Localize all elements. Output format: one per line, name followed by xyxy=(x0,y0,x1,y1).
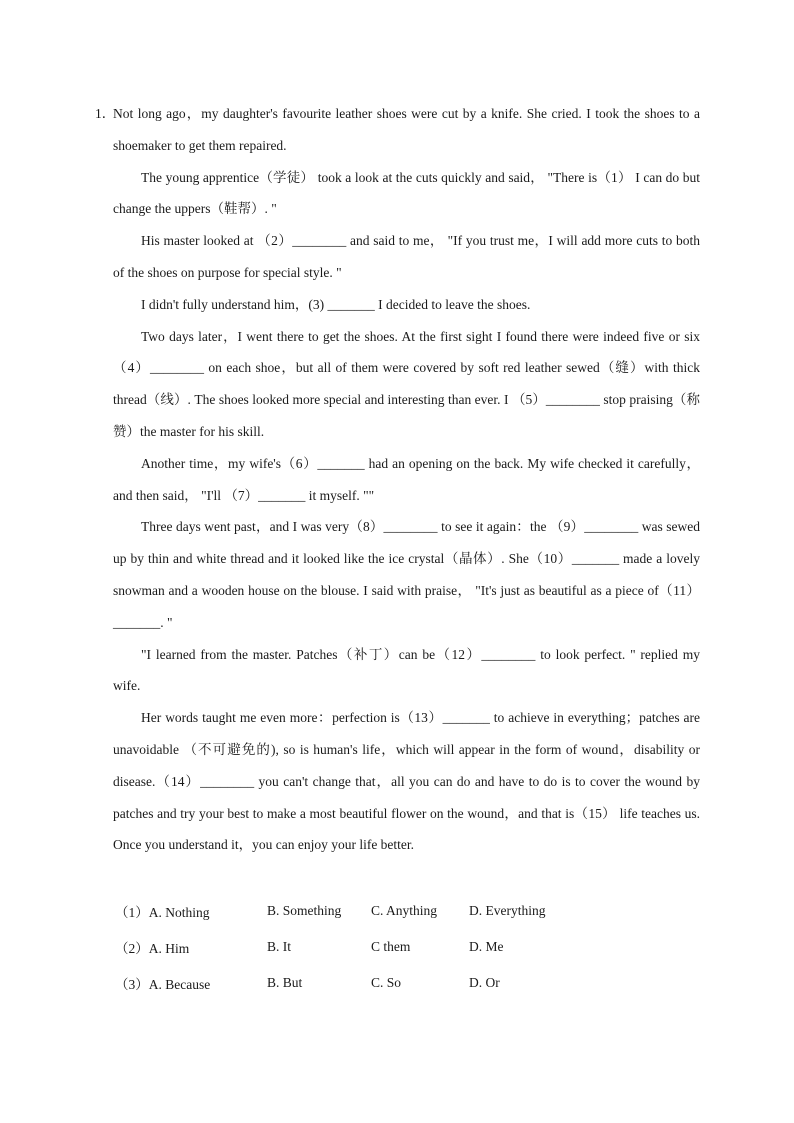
option-c: C. Anything xyxy=(371,903,438,918)
passage-paragraph: The young apprentice（学徒） took a look at the cuts quickly and said， "There is（1） I can do but change the uppers（鞋帮）. " xyxy=(113,169,700,217)
passage-paragraph: "I learned from the master. Patches（补丁）can be（12）________ to look perfect. " replied my wife. xyxy=(113,646,700,694)
passage-paragraph: Two days later，I went there to get the shoes. At the first sight I found there were indeed five or six （4）________ on each shoe，but all of them were covered by soft red leather sewed（缝）with thick thread（线）. The shoes looked more special and interesting than ever. I （5）________ stop praising（称赞）the master for his skill. xyxy=(113,328,700,439)
option-row xyxy=(115,965,635,1001)
option-d: D. Or xyxy=(469,975,500,990)
option-c: C. So xyxy=(371,975,402,990)
option-b: B. But xyxy=(267,975,303,990)
option-b: B. It xyxy=(267,939,292,954)
passage-paragraph: Her words taught me even more：perfection is（13）_______ to achieve in everything；patches are unavoidable （不可避免的), so is human's life，which will appear in the form of wound，disability or disease.（14）________ you can't change that，all you can do and have to do is to cover the wound by patches and try your best to make a most beautiful flower on the wound，and that is（15） life teaches us. Once you understand it，you can enjoy your life better. xyxy=(113,710,700,853)
passage-paragraph: Three days went past，and I was very（8）________ to see it again：the （9）________ was sewed up by thin and white thread and it looked like the ice crystal（晶体）. She（10）_______ made a lovely snowman and a wooden house on the blouse. I said with praise， "It's just as beautiful as a piece of（11）_______. " xyxy=(113,519,700,630)
passage-paragraph: I didn't fully understand him，(3) _______ I decided to leave the shoes. xyxy=(141,296,531,312)
reading-passage xyxy=(95,98,700,861)
option-b: B. Something xyxy=(267,903,342,918)
option-c: C them xyxy=(371,939,411,954)
question-first-paragraph xyxy=(95,98,700,162)
passage-paragraph: His master looked at （2）________ and said to me， "If you trust me，I will add more cuts to both of the shoes on purpose for special style. " xyxy=(113,233,700,280)
question-number: 1． xyxy=(95,106,116,121)
passage-paragraph: Another time，my wife's（6）_______ had an opening on the back. My wife checked it carefully，and then said， "I'll （7）_______ it myself. "" xyxy=(113,455,700,503)
option-row xyxy=(115,893,635,929)
answer-options xyxy=(115,893,635,1001)
option-a: （3）A. Because xyxy=(115,977,211,992)
paragraph-text: Not long ago，my daughter's favourite leather shoes were cut by a knife. She cried. I took the shoes to a shoemaker to get them repaired. xyxy=(113,106,700,153)
option-a: （2）A. Him xyxy=(115,941,190,956)
option-d: D. Me xyxy=(469,939,504,954)
option-a: （1）A. Nothing xyxy=(115,905,210,920)
option-d: D. Everything xyxy=(469,903,546,918)
option-row xyxy=(115,929,635,965)
